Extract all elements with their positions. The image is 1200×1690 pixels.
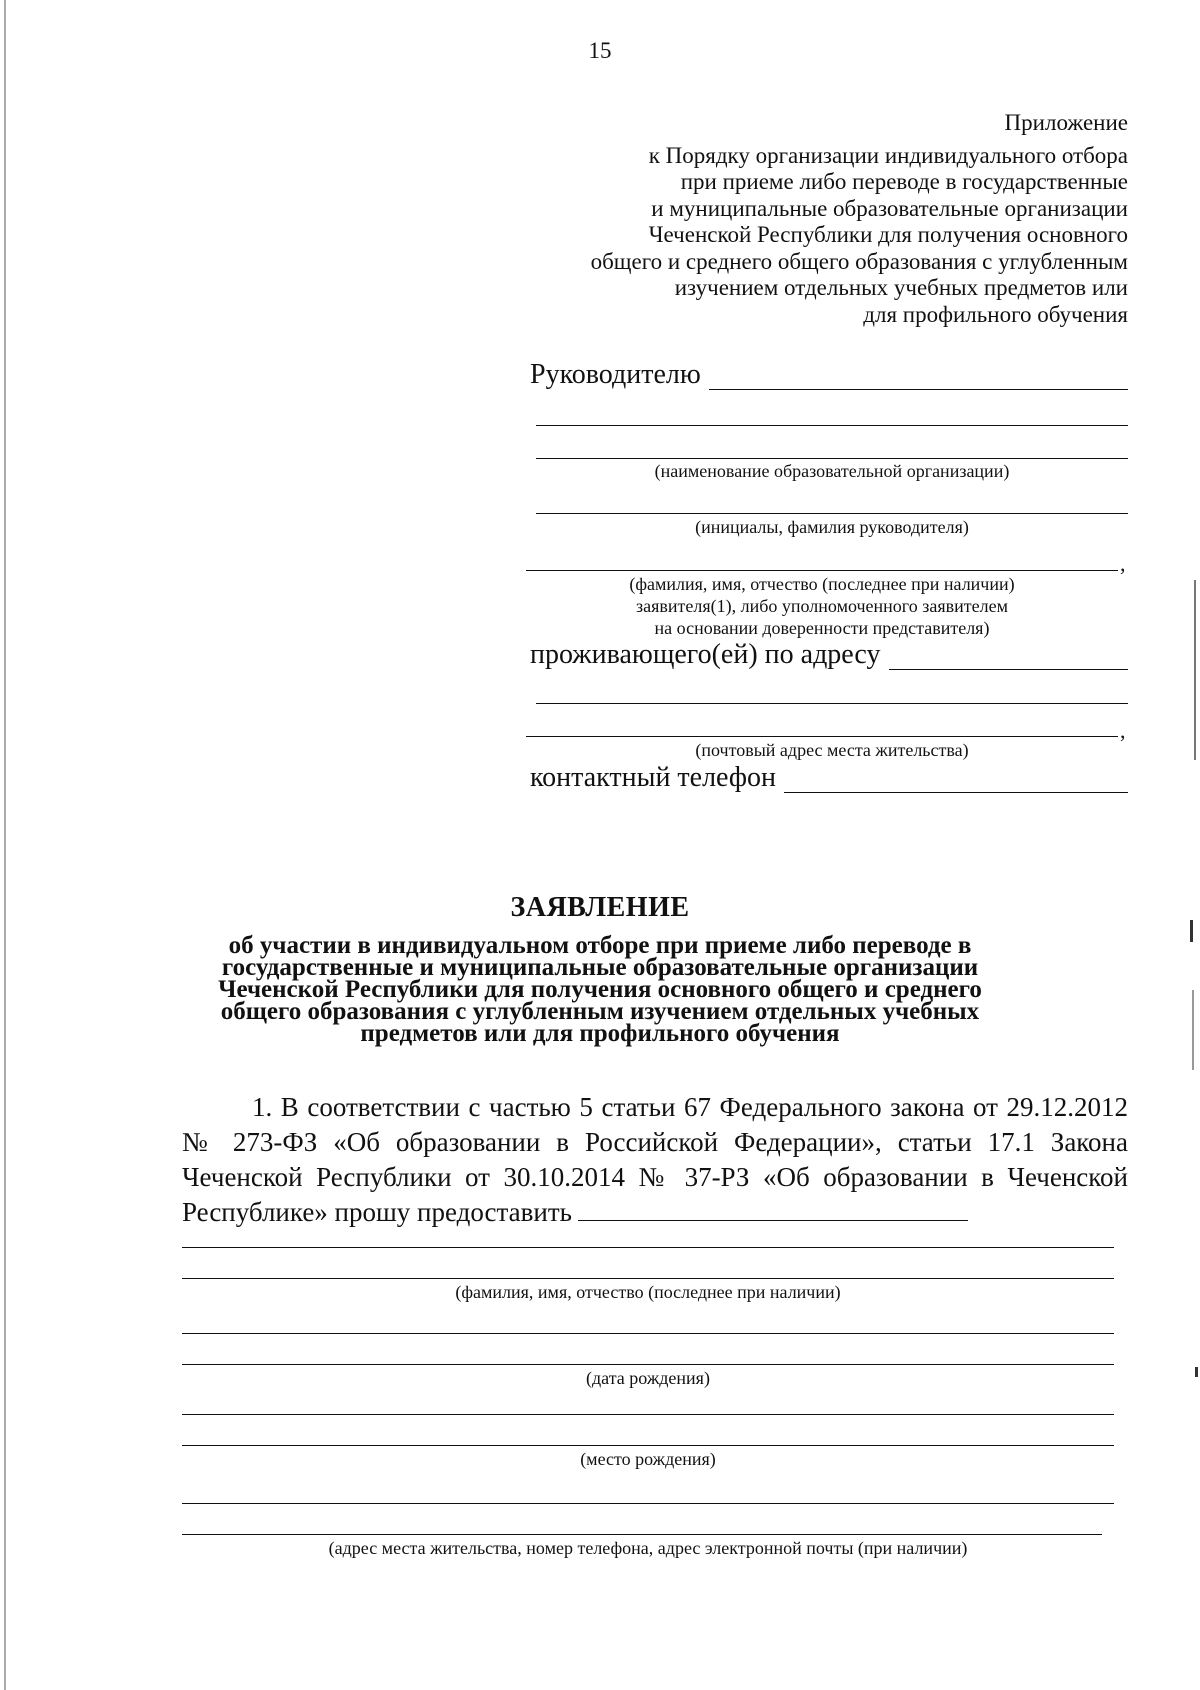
applicant-caption: (фамилия, имя, отчество (последнее при наличии) заявителя(1), либо уполномоченного заявителем на основании доверенности представителя) xyxy=(629,574,1015,638)
residence-field-line[interactable] xyxy=(182,1534,1102,1535)
applicant-name-field-line[interactable] xyxy=(526,570,1118,571)
birth-place-caption: (место рождения) xyxy=(580,1449,716,1469)
address-row xyxy=(530,640,1128,670)
scan-edge-mark xyxy=(1195,1367,1198,1377)
residence-field-line[interactable] xyxy=(182,1503,1114,1504)
birth-date-caption: (дата рождения) xyxy=(586,1368,710,1388)
scan-edge-mark xyxy=(1190,920,1193,942)
appendix-line: изучением отдельных учебных предметов или xyxy=(674,275,1128,300)
statement-subtitle: об участии в индивидуальном отборе при приеме либо переводе в государственные и муниципальные образовательные организации Чеченской Республики для получения основного общего и среднего общего образования с углубленным изучением отдельных учебных предметов или для профильного обучения xyxy=(218,932,982,1047)
addressee-name-field[interactable] xyxy=(709,365,1128,390)
head-name-field-line[interactable] xyxy=(536,513,1128,514)
appendix-header xyxy=(528,110,1128,328)
head-name-caption: (инициалы, фамилия руководителя) xyxy=(695,517,969,537)
scan-edge-line xyxy=(4,0,6,1690)
appendix-line: общего и среднего общего образования с углубленным xyxy=(590,248,1128,274)
address-comma: , xyxy=(1120,718,1126,743)
address-field-line[interactable] xyxy=(536,703,1128,704)
birth-date-field-line[interactable] xyxy=(182,1364,1114,1365)
birth-date-field-line[interactable] xyxy=(182,1333,1114,1334)
address-field[interactable] xyxy=(889,645,1129,670)
org-name-field-line[interactable] xyxy=(536,458,1128,459)
appendix-line: Чеченской Республики для получения основного xyxy=(648,222,1128,247)
address-label: проживающего(ей) по адресу xyxy=(530,639,881,670)
fio-caption: (фамилия, имя, отчество (последнее при наличии) xyxy=(455,1282,841,1302)
phone-row xyxy=(530,763,1128,793)
student-name-inline-field[interactable] xyxy=(578,1202,968,1221)
student-fio-field-line[interactable] xyxy=(182,1247,1114,1248)
appendix-line: и муниципальные образовательные организации xyxy=(651,195,1128,221)
postal-address-caption: (почтовый адрес места жительства) xyxy=(695,740,969,760)
appendix-title: Приложение xyxy=(1004,110,1128,135)
page-number: 15 xyxy=(588,38,612,63)
scan-edge-line xyxy=(1192,990,1194,1070)
birth-place-field-line[interactable] xyxy=(182,1445,1114,1446)
birth-place-field-line[interactable] xyxy=(182,1414,1114,1415)
appendix-line: при приеме либо переводе в государственные xyxy=(680,169,1128,194)
scan-edge-line xyxy=(1194,580,1196,760)
student-fio-field-line[interactable] xyxy=(182,1278,1114,1279)
address-field-line[interactable] xyxy=(526,736,1118,737)
appendix-line: к Порядку организации индивидуального отбора xyxy=(648,142,1128,168)
statement-title: ЗАЯВЛЕНИЕ xyxy=(510,892,690,923)
residence-caption: (адрес места жительства, номер телефона, адрес электронной почты (при наличии) xyxy=(328,1538,968,1558)
addressee-row xyxy=(530,360,1128,390)
phone-field[interactable] xyxy=(784,768,1128,793)
applicant-comma: , xyxy=(1120,551,1126,576)
org-name-caption: (наименование образовательной организации) xyxy=(654,461,1010,481)
appendix-line: для профильного обучения xyxy=(863,301,1128,327)
phone-label: контактный телефон xyxy=(530,762,776,793)
addressee-label: Руководителю xyxy=(530,359,701,390)
statement-paragraph xyxy=(182,1090,1128,1230)
statement-paragraph-text: 1. В соответствии с частью 5 статьи 67 Федерального закона от 29.12.2012 № 273-ФЗ «Об образовании в Российской Федерации», статьи 17.1 Закона Чеченской Республики от 30.10.2014 № 37-РЗ «Об образовании в Чеченской Республике» прошу предоставить xyxy=(182,1092,1128,1227)
org-name-field-line[interactable] xyxy=(536,425,1128,426)
